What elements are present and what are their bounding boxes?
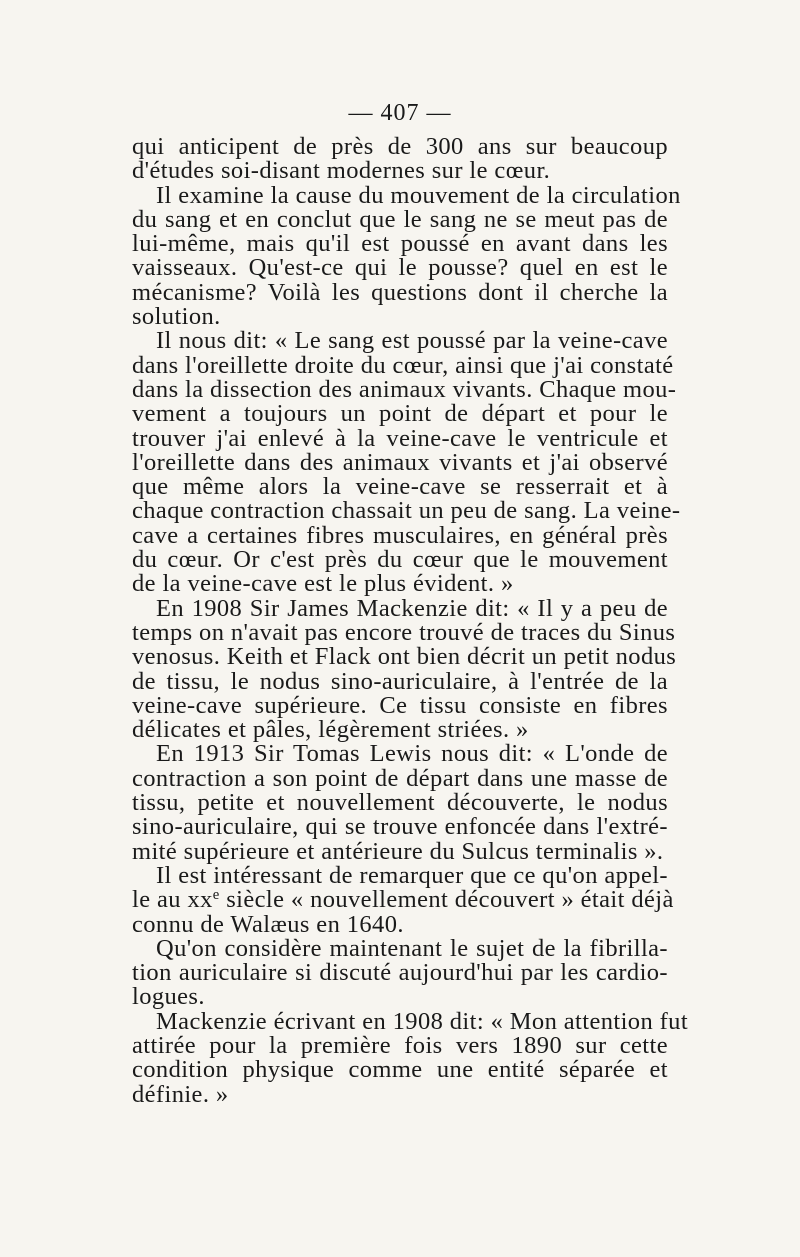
text-line: En 1908 Sir James Mackenzie dit: « Il y a peu de [156,594,668,622]
text-line: mité supérieure et antérieure du Sulcus terminalis ». [132,837,664,865]
text-line: Qu'on considère maintenant le sujet de la fibrilla- [156,934,668,962]
text-line: sino-auriculaire, qui se trouve enfoncée dans l'extré- [132,813,668,841]
text-line: qui anticipent de près de 300 ans sur beaucoup [132,133,668,160]
text-line: définie. » [132,1080,229,1108]
text-line: contraction a son point de départ dans une masse de [132,764,668,792]
body-text [132,133,689,1108]
text-line: veine-cave supérieure. Ce tissu consiste en fibres [132,691,668,719]
text-line: chaque contraction chassait un peu de sang. La veine- [132,497,681,525]
text-line: dans la dissection des animaux vivants. Chaque mou- [132,375,677,403]
text-line: venosus. Keith et Flack ont bien décrit un petit nodus [132,643,677,671]
paragraph [132,861,674,938]
page-number: — 407 — [348,100,452,126]
paragraph [132,181,681,331]
text-line: du cœur. Or c'est près du cœur que le mouvement [132,546,668,574]
text-line: mécanisme? Voilà les questions dont il cherche la [132,278,668,306]
text-line: condition physique comme une entité séparée et [132,1056,668,1084]
text-line: connu de Walæus en 1640. [132,910,404,938]
text-line: délicates et pâles, légèrement striées. » [132,716,529,744]
text-line: l'oreillette dans des animaux vivants et j'ai observé [132,448,668,476]
text-line: cave a certaines fibres musculaires, en général près [132,521,668,549]
text-line: du sang et en conclut que le sang ne se meut pas de [132,205,668,233]
text-line: logues. [132,983,205,1011]
text-line: vaisseaux. Qu'est-ce qui le pousse? quel en est le [132,254,668,282]
text-line: de la veine-cave est le plus évident. » [132,570,514,598]
text-line: lui-même, mais qu'il est poussé en avant dans les [132,230,668,258]
text-line: Mackenzie écrivant en 1908 dit: « Mon attention fut [156,1007,689,1035]
text-line: d'études soi-disant modernes sur le cœur. [132,157,551,185]
paragraph [132,594,677,744]
text-line: temps on n'avait pas encore trouvé de traces du Sinus [132,618,676,646]
text-line: Il examine la cause du mouvement de la circulation [156,181,681,209]
text-line: attirée pour la première fois vers 1890 sur cette [132,1031,668,1059]
text-line: vement a toujours un point de départ et pour le [132,400,668,428]
text-line: trouver j'ai enlevé à la veine-cave le ventricule et [132,424,668,452]
text-line: de tissu, le nodus sino-auriculaire, à l'entrée de la [132,667,668,695]
text-line: tissu, petite et nouvellement découverte, le nodus [132,789,668,817]
text-line: que même alors la veine-cave se resserrait et à [132,473,668,501]
text-line: Il nous dit: « Le sang est poussé par la veine-cave [156,327,668,355]
text-line: tion auriculaire si discuté aujourd'hui par les cardio- [132,959,668,987]
text-line: solution. [132,303,221,331]
paragraph [132,1007,689,1108]
text-line: le au $xx^e$ siècle « nouvellement découvert » était déjà [132,886,674,914]
paragraph [132,135,668,184]
text-line: dans l'oreillette droite du cœur, ainsi que j'ai constaté [132,351,674,379]
paragraph [132,327,681,598]
text-line: Il est intéressant de remarquer que ce qu'on appel- [156,861,668,889]
paragraph [132,742,668,863]
text-line: En 1913 Sir Tomas Lewis nous dit: « L'onde de [156,740,668,768]
paragraph [132,934,668,1011]
